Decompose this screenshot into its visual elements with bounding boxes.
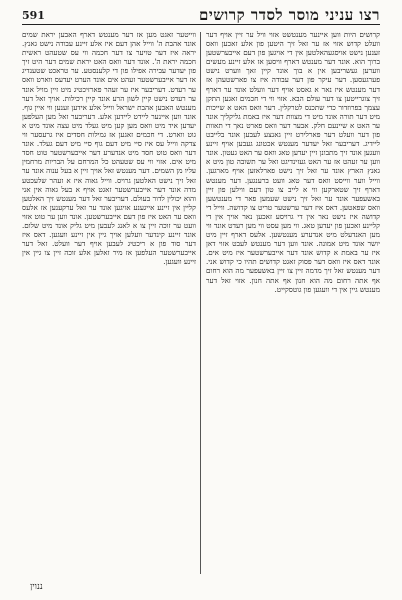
column-left: ווייטער זאגט מען אז דער מענטש דארף האבען יראת שמים אונד אהבת ה' ווייל אהן דעם איז אלע זיינע עבודה נישט גאנץ. יראה איז דער טויער צו דער חכמה ווי עס שטעהט ראשית חכמה יראת ה'. אונד דער וואס האט יראת שמים דער היט זיך פון יעדער עבירה אפילו פון די קלענסטע. ער טראכט שטענדיג אז דער אייבערשטער זעהט אים אונד הערט יעדעס ווארט וואס ער רעדט. דעריבער איז ער זעהר פארזיכטיג מיט זיין מויל אונד ער רעדט נישט קיין לשון הרע אונד קיין רכילות. אויך זאל דער מענטש האבען אהבת ישראל ווייל אלע אידען זענען ווי איין גוף. אונד ווען איינער ליידט ליידען אלע. דעריבער זאל מען העלפען יעדען איד מיט וואס מען קען מיט געלד מיט עצה אונד מיט א גוט ווארט. די חכמים זאגען אז גמילות חסדים איז גרעסער ווי צדקה ווייל עס איז סיי מיט דעם גוף סיי מיט דעם געלד. אונד דער וואס טוט חסד מיט אנדערע דער אייבערשטער טוט חסד מיט אים. אזוי ווי עס שטעהט כל המרחם על הבריות מרחמין עליו מן השמים. דער מענטש זאל אויך זיין א בעל ענוה אונד ער זאל זיך נישט האלטען גרויס. ווייל גאוה איז א זעהר שלעכטע מדה אונד דער אייבערשטער זאגט אויף א בעל גאוה אין אני והוא יכולין לדור בעולם. דעריבער זאל דער מענטש זיך האלטען קליין אין זיינע אייגענע אויגען אונד ער זאל ערקענען אז אלעס וואס ער האט איז פון דעם אייבערשטען. אונד ווען ער טוט אזוי וועט ער זוכה זיין צו א לאנג לעבען מיט גליק אונד מיט שלום. אונד זיינע קינדער וועלען אויך גיין אין זיינע וועגען. דאס איז דער סוד פון א ריכטיג לעבען אויף דער וועלט. זאל דער אייבערשטער העלפען אז מיר זאלען אלע זוכה זיין צו גיין אין זיינע וועגען. — [22, 30, 196, 267]
header-rule — [22, 24, 380, 25]
column-divider — [200, 32, 201, 574]
signature-mark: ננוין — [30, 582, 43, 592]
page-header — [22, 6, 380, 24]
running-title: רצו עניני מוסר לסדר קרושים — [199, 5, 380, 24]
text-columns — [22, 30, 380, 578]
column-right: קרושים היות ווען איינער מענטשט אזוי וויל ער זיין אויף דער וועלט קדוש אזוי אז ער זאל זיך היטען פון אלע זאכען וואס זענען נישט אויסגעהאלטען אין די אויגען פון דעם אייבערשטען ברוך הוא. אונד דער מענטש דארף וויסען אז אלע זיינע מעשים ווערען געשריבען אין א בוך אונד קיין זאך ווערט נישט פערגעסען. דער עיקר פון דער עבודה איז צו פארשטעהן אז דער מענטש איז נאר א גאסט אויף דער וועלט אונד ער דארף זיך צוגרייטען צו דער עולם הבא. אזוי ווי די חכמים זאגען התקן עצמך בפרוזדור כדי שתכנס לטרקלין. דער וואס האט א שייכות מיט דער תורה אונד מיט די מצוות דער איז באמת גליקליך אונד ער האט א שיינעם חלק. אבער דער וואס פארט נאך די תאוות פון דער וועלט דער פארלירט זיין גאנצע לעבען אונד בלייבט ליידיג. דעריבער זאל יעדער מענטש אכטונג געבען אויף זיינע וועגען אונד זיך מתבונן זיין יעדען טאג וואס ער האט געטון. אונד ווען ער זעהט אז ער האט געזינדיגט זאל ער תשובה טון מיט א גאנץ הארץ אונד ער זאל זיך נישט פארלאזען אויף מארגען. ווייל ווער ווייסט וואס דער טאג וועט ברענגען. דער מענטש דארף זיך שטארקען ווי א לייב צו טון דעם ווילען פון זיין באשעפער אונד ער זאל זיך נישט שעמען פאר די מענטשען וואס שפאטען. דאס איז דער ערשטער טריט צו קדושה. ווייל די קדושה איז נישט נאר אין די גרויסע זאכען נאר אויך אין די קליינע זאכען פון יעדען טאג. ווי מען עסט ווי מען רעדט אונד ווי מען האנדעלט מיט אנדערע מענטשען. אלעס דארף זיין מיט יושר אונד מיט אמונה. אונד ווען דער מענטש לעבט אזוי דאן איז ער באמת א קדוש אונד דער אייבערשטער איז מיט אים. אונד דאס איז וואס דער פסוק זאגט קדושים תהיו כי קדוש אני. דער מענטש זאל זיך מדמה זיין צו זיין באשעפער מה הוא רחום אף אתה רחום מה הוא חנון אף אתה חנון. אזוי זאל דער מענטש גיין אין די וועגען פון גוטסקייט. — [206, 30, 380, 294]
page-number: 591 — [22, 8, 45, 22]
